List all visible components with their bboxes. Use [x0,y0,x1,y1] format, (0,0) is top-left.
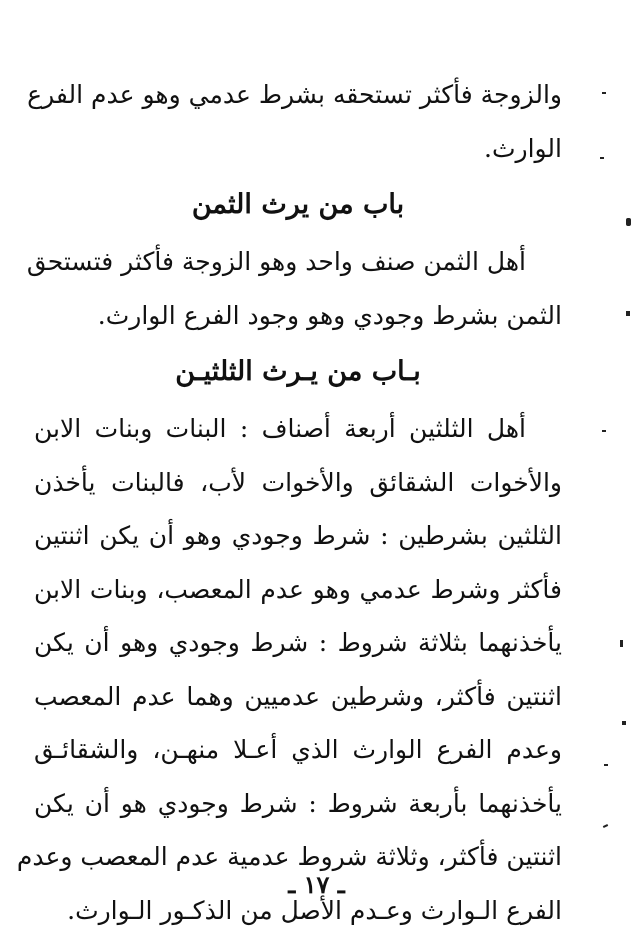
paragraph-3 [34,402,562,937]
text-line: الفرع الـوارث وعـدم الأصل من الذكـور الـوارث. [34,884,562,937]
text-line: الثمن بشرط وجودي وهو وجود الفرع الوارث. [34,289,562,343]
text-line: أهل الثلثين أربعة أصناف : البنات وبنات الابن [34,402,562,456]
scan-speck [603,824,608,828]
text-line: والزوجة فأكثر تستحقه بشرط عدمي وهو عدم الفرع [34,68,562,122]
text-line: يأخذنهما بثلاثة شروط : شرط وجودي وهو أن يكن [34,616,562,670]
scan-speck [604,764,608,766]
text-line: أهل الثمن صنف واحد وهو الزوجة فأكثر فتستحق [34,235,562,289]
paragraph-1 [34,68,562,175]
scan-speck [626,218,631,226]
text-line: الوارث. [34,122,562,176]
text-line: اثنتين فأكثر، وثلاثة شروط عدمية عدم المعصب وعدم [34,830,562,884]
scan-speck [602,92,606,94]
page-number: ـ ١٧ ـ [0,870,633,899]
scan-speck [620,640,623,647]
section-heading-thumun: باب من يرث الثمن [34,175,562,235]
paragraph-2 [34,235,562,342]
scan-speck [626,311,630,316]
section-heading-thuluthayn: بـاب من يـرث الثلثيـن [34,342,562,402]
scan-speck [600,157,604,159]
scan-speck [602,430,606,432]
text-line: والأخوات الشقائق والأخوات لأب، فالبنات يأخذن [34,456,562,510]
text-line: فأكثر وشرط عدمي وهو عدم المعصب، وبنات الابن [34,563,562,617]
text-line: وعدم الفرع الوارث الذي أعـلا منهـن، والشقائـق [34,723,562,777]
text-line: اثنتين فأكثر، وشرطين عدميين وهما عدم المعصب [34,670,562,724]
scan-speck [622,721,626,725]
text-line: الثلثين بشرطين : شرط وجودي وهو أن يكن اثنتين [34,509,562,563]
text-line: يأخذنهما بأربعة شروط : شرط وجودي هو أن يكن [34,777,562,831]
page-body [34,68,562,937]
